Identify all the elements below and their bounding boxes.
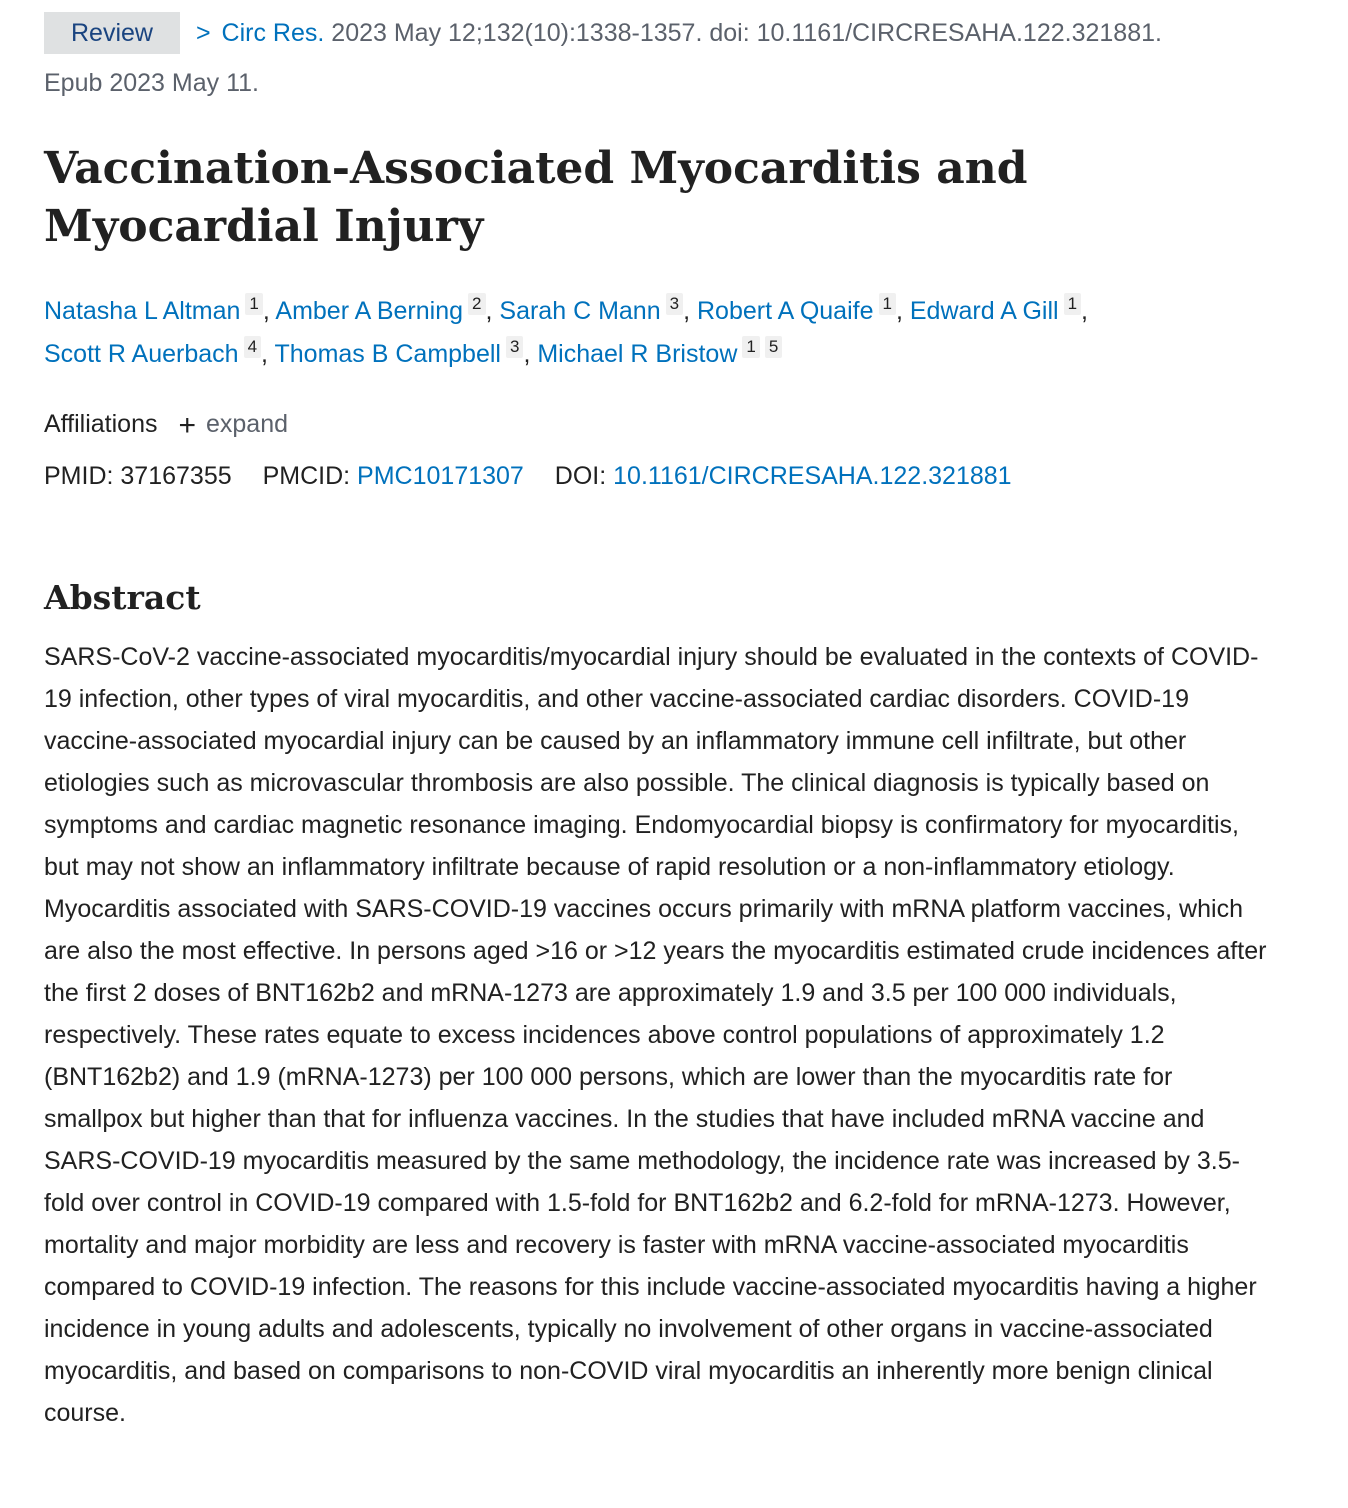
author-link[interactable]: Michael R Bristow [537,340,738,368]
chevron-right-icon[interactable]: > [195,19,211,47]
author-item [537,337,782,368]
epub-date: Epub 2023 May 11. [44,69,259,97]
author-link[interactable]: Amber A Berning [275,297,464,325]
author-item [44,294,263,325]
abstract-text: SARS-CoV-2 vaccine-associated myocarditis/myocardial injury should be evaluated in the contexts of COVID-19 infection, other types of viral myocarditis, and other vaccine-associated cardiac disorders. COVID-19 vaccine-associated myocardial injury can be caused by an inflammatory immune cell infiltrate, but other etiologies such as microvascular thrombosis are also possible. The clinical diagnosis is typically based on symptoms and cardiac magnetic resonance imaging. Endomyocardial biopsy is confirmatory for myocarditis, but may not show an inflammatory infiltrate because of rapid resolution or a non-inflammatory etiology. Myocarditis associated with SARS-COVID-19 vaccines occurs primarily with mRNA platform vaccines, which are also the most effective. In persons aged >16 or >12 years the myocarditis estimated crude incidences after the first 2 doses of BNT162b2 and mRNA-1273 are approximately 1.9 and 3.5 per 100 000 individuals, respectively. These rates equate to excess incidences above control populations of approximately 1.2 (BNT162b2) and 1.9 (mRNA-1273) per 100 000 persons, which are lower than the myocarditis rate for smallpox but higher than that for influenza vaccines. In the studies that have included mRNA vaccine and SARS-COVID-19 myocarditis measured by the same methodology, the incidence rate was increased by 3.5-fold over control in COVID-19 compared with 1.5-fold for BNT162b2 and 6.2-fold for mRNA-1273. However, mortality and major morbidity are less and recovery is faster with mRNA vaccine-associated myocarditis compared to COVID-19 infection. The reasons for this include vaccine-associated myocarditis having a higher incidence in young adults and adolescents, typically no involvement of other organs in vaccine-associated myocarditis, and based on comparisons to non-COVID viral myocarditis an inherently more benign clinical course. [44,643,1267,1427]
pmid-label: PMID: [44,462,114,490]
affiliation-ref[interactable]: 5 [765,336,782,358]
doi-link[interactable]: 10.1161/CIRCRESAHA.122.321881 [613,462,1012,490]
citation-details: 2023 May 12;132(10):1338-1357. doi: 10.1161/CIRCRESAHA.122.321881. [331,19,1162,47]
expand-label: expand [205,410,289,438]
author-link[interactable]: Scott R Auerbach [44,340,239,368]
author-item [909,294,1081,325]
author-item [275,294,485,325]
author-link[interactable]: Natasha L Altman [44,297,241,325]
affiliation-ref[interactable]: 1 [1064,293,1081,315]
affiliation-ref[interactable]: 3 [506,336,523,358]
author-item [44,337,261,368]
author-item [274,337,523,368]
pmcid-label: PMCID: [262,462,351,490]
author-list: Natasha L Altman $^1$ , Amber A Berning $^2$ , Sarah C Mann $^3$ , Robert A Quaife $^1$ , Edward A Gill $^1$ , Scott R Auerbach $^4$ , Thomas B Campbell $^3$ , Michael R Bristow $^1$ $^5$ [44,294,1088,368]
article-title: Vaccination-Associated Myocarditis and Myocardial Injury [44,143,1028,252]
author-link[interactable]: Sarah C Mann [499,297,661,325]
author-link[interactable]: Thomas B Campbell [274,340,501,368]
author-link[interactable]: Robert A Quaife [696,297,874,325]
expand-button[interactable] [178,409,289,442]
affiliation-ref[interactable]: 1 [742,336,759,358]
affiliations-toggle[interactable] [44,404,1304,446]
affiliation-ref[interactable]: 1 [879,293,896,315]
affiliation-ref[interactable]: 2 [468,293,485,315]
pmid-value: 37167355 [120,462,232,490]
abstract-heading: Abstract [44,578,201,617]
plus-icon: + [178,409,196,442]
affiliations-label: Affiliations [44,410,158,438]
author-item [499,294,683,325]
author-item [696,294,896,325]
affiliation-ref[interactable]: 4 [244,336,261,358]
identifiers [44,456,1304,496]
affiliation-ref[interactable]: 1 [245,293,262,315]
review-badge: Review [44,12,180,54]
citation-line [44,0,1304,54]
journal-link[interactable]: Circ Res. [221,19,325,47]
doi-label: DOI: [554,462,607,490]
pmcid-link[interactable]: PMC10171307 [357,462,524,490]
author-link[interactable]: Edward A Gill [909,297,1059,325]
affiliation-ref[interactable]: 3 [666,293,683,315]
